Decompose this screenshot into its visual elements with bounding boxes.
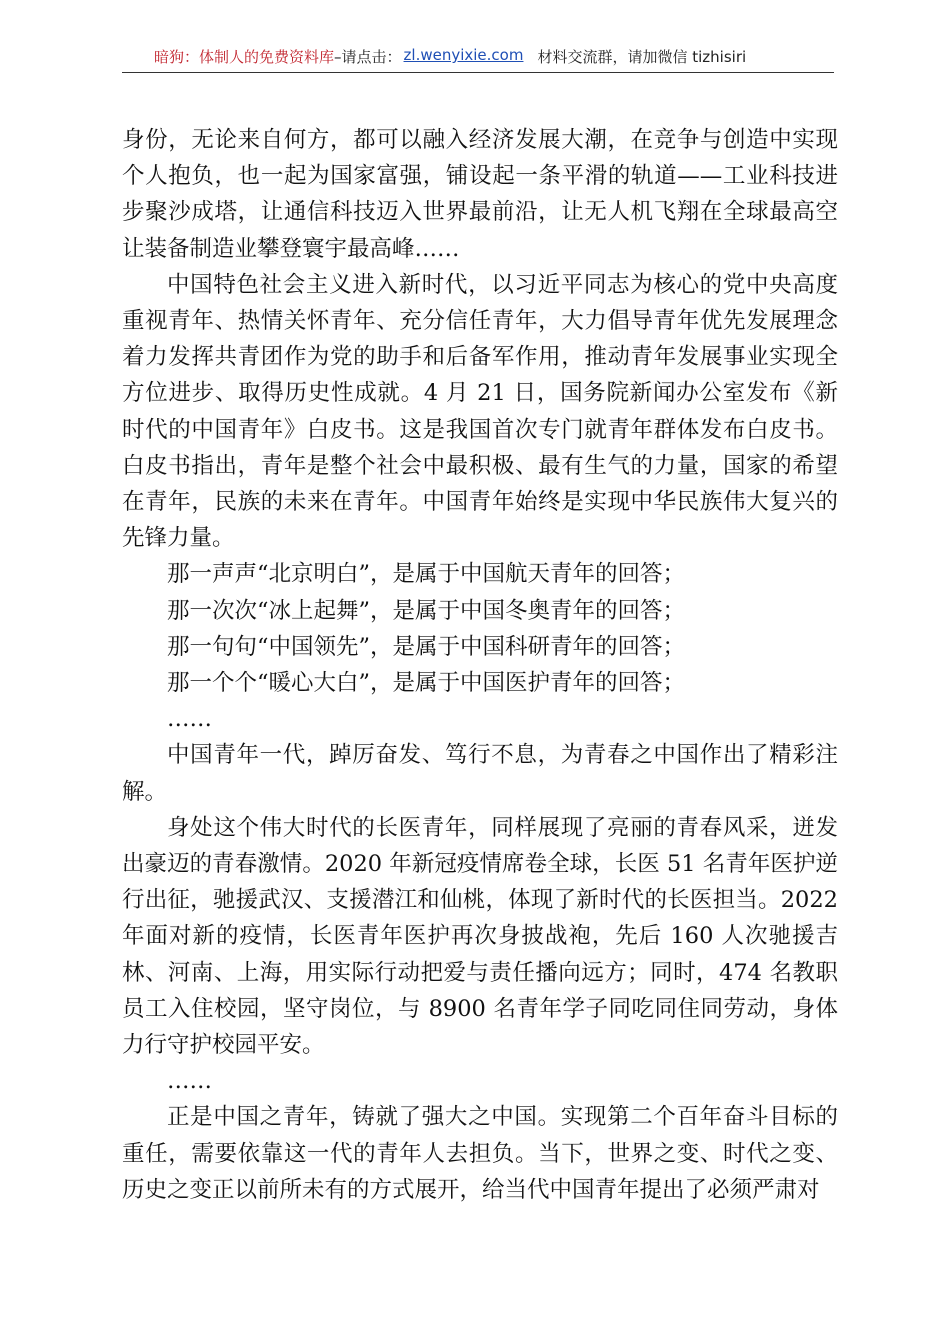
paragraph-list-line: 那一次次“冰上起舞”，是属于中国冬奥青年的回答； (167, 597, 686, 624)
header-brand: 暗狗：体制人的免费资料库 (154, 48, 335, 66)
paragraph: 中国特色社会主义进入新时代，以习近平同志为核心的党中央高度重视青年、热情关怀青年、充分信任青年，大力倡导青年优先发展理念着力发挥共青团作为党的助手和后备军作用，推动青年发展事业实现全方位进步、取得历史性成就。4 月 21 日，国务院新闻办公室发布《新时代的中国青年》白皮书。这是我国首次专门就青年群体发布白皮书。白皮书指出，青年是整个社会中最积极、最有生气的力量，国家的希望在青年，民族的未来在青年。中国青年始终是实现中华民族伟大复兴的先锋力量。 (122, 271, 838, 552)
page-header (122, 46, 834, 73)
header-wechat-note: 材料交流群，请加微信 tizhisiri (537, 48, 747, 66)
paragraph: 中国青年一代，踔厉奋发、笃行不息，为青春之中国作出了精彩注解。 (122, 742, 838, 805)
header-link[interactable]: zl.wenyixie.com (403, 46, 524, 64)
paragraph-continued: 身份，无论来自何方，都可以融入经济发展大潮，在竞争与创造中实现个人抱负，也一起为国家富强，铺设起一条平滑的轨道——工业科技进步聚沙成塔，让通信科技迈入世界最前沿，让无人机飞翔在全球最高空让装备制造业攀登寰宇最高峰…… (122, 127, 838, 262)
ellipsis-line: …… (167, 1068, 212, 1095)
ellipsis-line: …… (167, 706, 212, 733)
header-prompt: –请点击： (334, 48, 402, 66)
paragraph-list-line: 那一声声“北京明白”，是属于中国航天青年的回答； (167, 561, 686, 588)
paragraph: 正是中国之青年，铸就了强大之中国。实现第二个百年奋斗目标的重任，需要依靠这一代的青年人去担负。当下，世界之变、时代之变、历史之变正以前所未有的方式展开，给当代中国青年提出了必须严肃对 (122, 1104, 838, 1203)
paragraph-list-line: 那一个个“暖心大白”，是属于中国医护青年的回答； (167, 670, 686, 697)
paragraph: 身处这个伟大时代的长医青年，同样展现了亮丽的青春风采，迸发出豪迈的青春激情。2020 年新冠疫情席卷全球，长医 51 名青年医护逆行出征，驰援武汉、支援潜江和仙桃，体现了新时代的长医担当。2022 年面对新的疫情，长医青年医护再次身披战袍，先后 160 人次驰援吉林、河南、上海，用实际行动把爱与责任播向远方；同时，474 名教职员工入住校园，坚守岗位，与 8900 名青年学子同吃同住同劳动，身体力行守护校园平安。 (122, 814, 838, 1059)
paragraph-list-line: 那一句句“中国领先”，是属于中国科研青年的回答； (167, 633, 686, 660)
document-body (122, 122, 838, 1208)
